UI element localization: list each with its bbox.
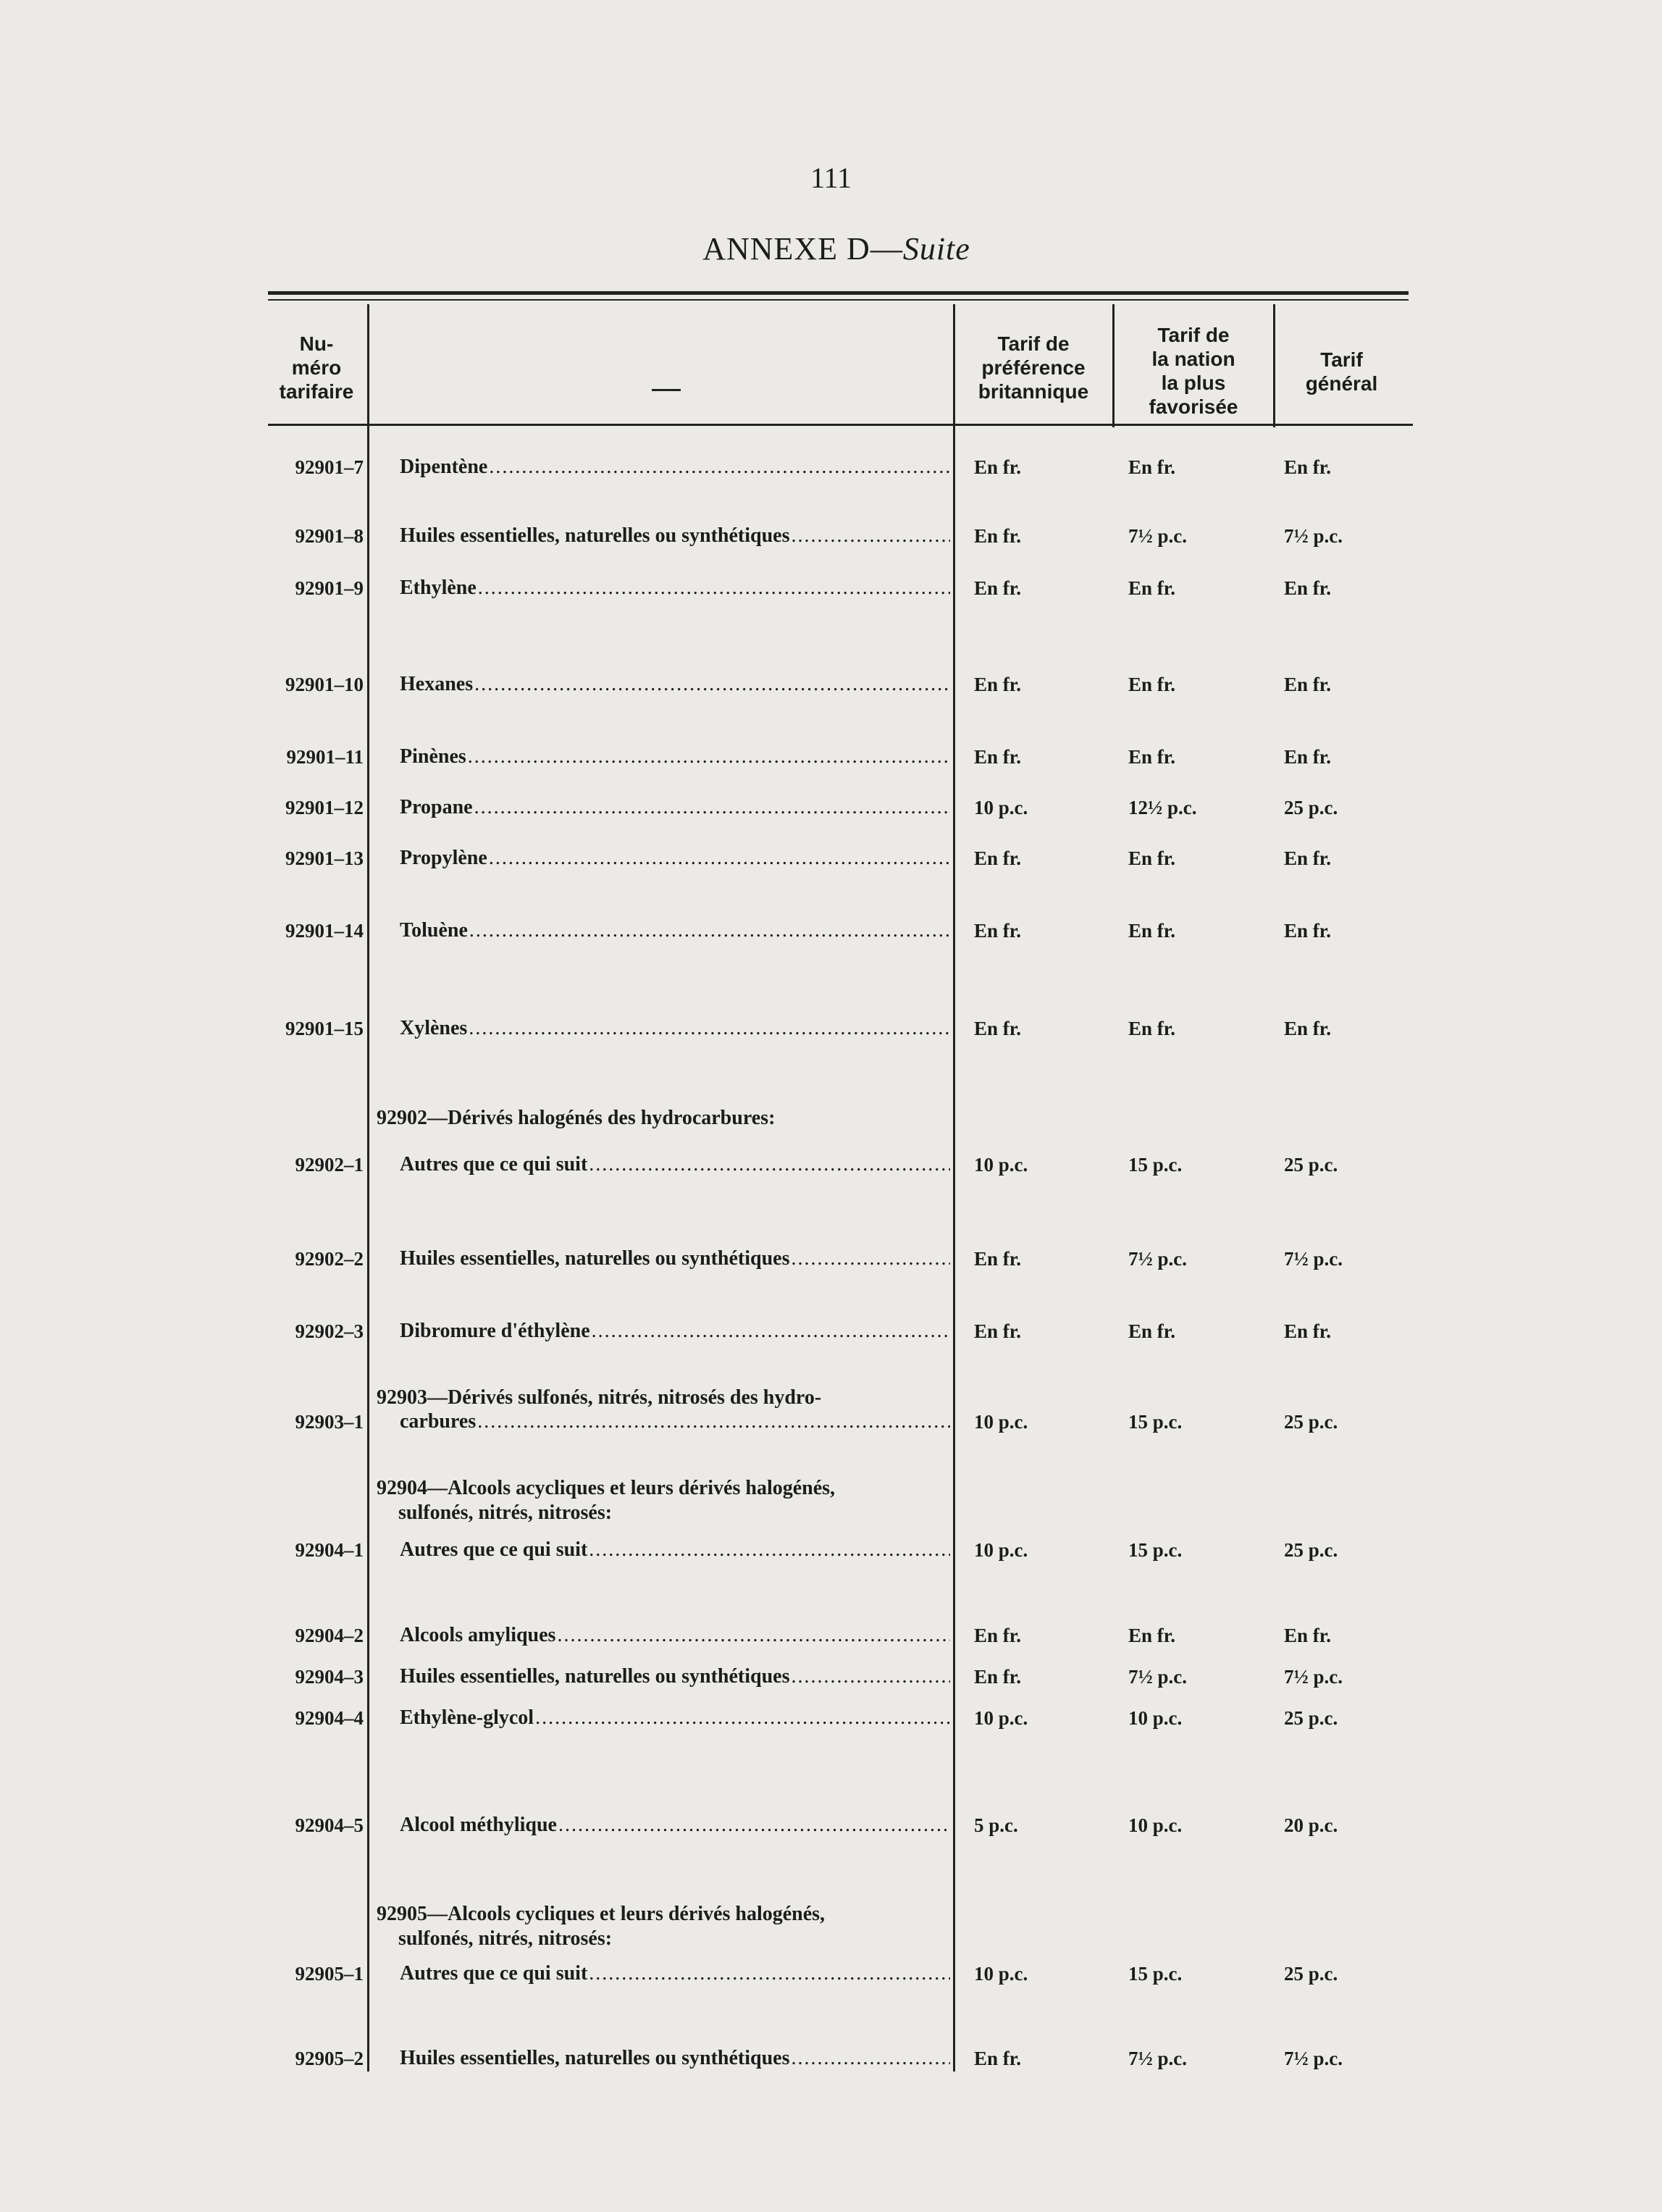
item-description <box>400 1317 950 1346</box>
column-divider <box>953 304 955 2071</box>
most-favoured-nation-rate: 15 p.c. <box>1128 1539 1183 1561</box>
general-rate: En fr. <box>1284 920 1332 942</box>
table-row <box>0 1014 1662 1043</box>
british-preferential-rate: En fr. <box>974 1018 1022 1039</box>
header-most-favoured-nation: Tarif de la nation la plus favorisée <box>1149 324 1238 418</box>
table-row <box>0 1407 1662 1436</box>
most-favoured-nation-rate: 10 p.c. <box>1128 1814 1183 1836</box>
tariff-item-number: 92904–5 <box>295 1814 364 1836</box>
table-row <box>0 742 1662 771</box>
header-underline <box>1115 424 1273 426</box>
item-description-text: Huiles essentielles, naturelles ou synthétiques <box>400 2047 790 2069</box>
item-description <box>400 1959 950 1988</box>
item-description <box>400 1704 950 1733</box>
tariff-item-number: 92901–8 <box>295 525 364 547</box>
general-rate: 7½ p.c. <box>1284 1248 1343 1270</box>
general-rate: 25 p.c. <box>1284 1154 1338 1176</box>
british-preferential-rate: 10 p.c. <box>974 1411 1028 1433</box>
item-description <box>400 1150 950 1179</box>
heading-text: 92902—Dérivés halogénés des hydrocarbures: <box>377 1107 776 1129</box>
item-description-text: Huiles essentielles, naturelles ou synthétiques <box>400 524 790 547</box>
most-favoured-nation-rate: En fr. <box>1128 847 1176 869</box>
british-preferential-rate: En fr. <box>974 1666 1022 1688</box>
general-rate: 25 p.c. <box>1284 797 1338 818</box>
header-underline <box>1275 424 1413 426</box>
tariff-item-number: 92903–1 <box>295 1411 364 1433</box>
item-description <box>400 521 950 550</box>
general-rate: En fr. <box>1284 1018 1332 1039</box>
tariff-item-number: 92901–10 <box>285 674 364 695</box>
general-rate: 25 p.c. <box>1284 1411 1338 1433</box>
item-description <box>400 1621 950 1650</box>
most-favoured-nation-rate: En fr. <box>1128 674 1176 695</box>
page-number: 111 <box>810 162 852 194</box>
british-preferential-rate: En fr. <box>974 920 1022 942</box>
heading-92905 <box>377 1902 956 1951</box>
table-row <box>0 1150 1662 1179</box>
most-favoured-nation-rate: En fr. <box>1128 1320 1176 1342</box>
most-favoured-nation-rate: 15 p.c. <box>1128 1154 1183 1176</box>
table-row <box>0 1317 1662 1346</box>
table-row <box>0 1662 1662 1691</box>
item-description <box>400 1662 950 1691</box>
top-rule-thick <box>268 291 1409 295</box>
general-rate: 7½ p.c. <box>1284 525 1343 547</box>
british-preferential-rate: En fr. <box>974 2048 1022 2069</box>
item-description <box>400 453 950 482</box>
british-preferential-rate: En fr. <box>974 1248 1022 1270</box>
item-description <box>400 793 950 822</box>
most-favoured-nation-rate: 7½ p.c. <box>1128 525 1187 547</box>
item-description <box>400 574 950 603</box>
table-row <box>0 1244 1662 1273</box>
heading-text: 92904—Alcools acycliques et leurs dérivés halogénés, <box>377 1477 836 1499</box>
most-favoured-nation-rate: 7½ p.c. <box>1128 1248 1187 1270</box>
british-preferential-rate: En fr. <box>974 1625 1022 1646</box>
item-description <box>400 916 950 945</box>
item-description-text: Autres que ce qui suit <box>400 1153 588 1176</box>
tariff-item-number: 92901–12 <box>285 797 364 818</box>
item-description-text: Hexanes <box>400 673 474 695</box>
item-description <box>400 670 950 699</box>
british-preferential-rate: En fr. <box>974 674 1022 695</box>
heading-text: 92903—Dérivés sulfonés, nitrés, nitrosés des hydro- <box>377 1386 822 1409</box>
column-divider <box>1112 304 1115 427</box>
table-row <box>0 844 1662 873</box>
table-row <box>0 1959 1662 1988</box>
tariff-item-number: 92905–1 <box>295 1963 364 1985</box>
most-favoured-nation-rate: En fr. <box>1128 456 1176 478</box>
tariff-item-number: 92901–13 <box>285 847 364 869</box>
most-favoured-nation-rate: 15 p.c. <box>1128 1411 1183 1433</box>
table-row <box>0 521 1662 550</box>
general-rate: En fr. <box>1284 1320 1332 1342</box>
most-favoured-nation-rate: 7½ p.c. <box>1128 2048 1187 2069</box>
tariff-item-number: 92904–4 <box>295 1707 364 1729</box>
item-description <box>400 1014 950 1043</box>
british-preferential-rate: En fr. <box>974 456 1022 478</box>
table-row <box>0 1811 1662 1840</box>
item-description-text: Alcool méthylique <box>400 1814 557 1836</box>
header-description-dash <box>652 389 681 391</box>
tariff-item-number: 92901–11 <box>286 746 364 768</box>
item-description <box>400 1811 950 1840</box>
heading-92902 <box>377 1106 956 1131</box>
british-preferential-rate: 10 p.c. <box>974 1539 1028 1561</box>
tariff-item-number: 92901–15 <box>285 1018 364 1039</box>
item-description-text: Ethylène <box>400 577 477 599</box>
table-row <box>0 1621 1662 1650</box>
heading-text-cont: sulfonés, nitrés, nitrosés: <box>398 1501 613 1524</box>
item-description <box>400 2044 950 2073</box>
most-favoured-nation-rate: 10 p.c. <box>1128 1707 1183 1729</box>
tariff-item-number: 92904–2 <box>295 1625 364 1646</box>
most-favoured-nation-rate: 15 p.c. <box>1128 1963 1183 1985</box>
header-underline <box>268 424 367 426</box>
header-tariff-item: Nu- méro tarifaire <box>279 332 354 403</box>
item-description <box>400 844 950 873</box>
british-preferential-rate: 10 p.c. <box>974 1963 1028 1985</box>
general-rate: 25 p.c. <box>1284 1963 1338 1985</box>
item-description <box>400 1536 950 1564</box>
header-general: Tarif général <box>1305 348 1378 395</box>
item-description-text: Autres que ce qui suit <box>400 1538 588 1561</box>
item-description-text: Toluène <box>400 919 468 942</box>
item-description-text: Alcools amyliques <box>400 1624 556 1646</box>
most-favoured-nation-rate: En fr. <box>1128 920 1176 942</box>
tariff-item-number: 92905–2 <box>295 2048 364 2069</box>
item-description-text: Dibromure d'éthylène <box>400 1320 590 1342</box>
heading-text-cont: sulfonés, nitrés, nitrosés: <box>398 1927 613 1950</box>
item-description-text: Pinènes <box>400 745 466 768</box>
general-rate: En fr. <box>1284 577 1332 599</box>
header-underline <box>369 424 953 426</box>
british-preferential-rate: En fr. <box>974 746 1022 768</box>
general-rate: En fr. <box>1284 1625 1332 1646</box>
item-description-text: Propylène <box>400 847 487 869</box>
general-rate: 7½ p.c. <box>1284 2048 1343 2069</box>
heading-92904 <box>377 1476 956 1525</box>
tariff-item-number: 92902–3 <box>295 1320 364 1342</box>
item-description-text: Xylènes <box>400 1017 468 1039</box>
tariff-item-number: 92902–2 <box>295 1248 364 1270</box>
table-row <box>0 793 1662 822</box>
british-preferential-rate: 10 p.c. <box>974 797 1028 818</box>
item-description-text: carbures <box>400 1410 477 1433</box>
heading-text: 92905—Alcools cycliques et leurs dérivés halogénés, <box>377 1903 826 1925</box>
general-rate: En fr. <box>1284 456 1332 478</box>
column-divider <box>367 304 369 2071</box>
general-rate: 20 p.c. <box>1284 1814 1338 1836</box>
general-rate: 7½ p.c. <box>1284 1666 1343 1688</box>
british-preferential-rate: En fr. <box>974 525 1022 547</box>
general-rate: 25 p.c. <box>1284 1707 1338 1729</box>
item-description <box>400 1407 950 1436</box>
general-rate: En fr. <box>1284 746 1332 768</box>
british-preferential-rate: En fr. <box>974 847 1022 869</box>
table-row <box>0 1704 1662 1733</box>
item-description-text: Ethylène-glycol <box>400 1706 534 1729</box>
general-rate: 25 p.c. <box>1284 1539 1338 1561</box>
page-title-suite: Suite <box>902 231 970 267</box>
table-row <box>0 670 1662 699</box>
most-favoured-nation-rate: En fr. <box>1128 577 1176 599</box>
top-rule-thin <box>268 299 1409 301</box>
item-description-text: Dipentène <box>400 456 488 478</box>
table-row <box>0 1536 1662 1564</box>
header-british-preferential: Tarif de préférence britannique <box>978 332 1089 403</box>
most-favoured-nation-rate: 7½ p.c. <box>1128 1666 1187 1688</box>
british-preferential-rate: 5 p.c. <box>974 1814 1018 1836</box>
item-description <box>400 1244 950 1273</box>
item-description-text: Propane <box>400 796 473 818</box>
table-row <box>0 574 1662 603</box>
british-preferential-rate: 10 p.c. <box>974 1154 1028 1176</box>
table-row <box>0 453 1662 482</box>
general-rate: En fr. <box>1284 674 1332 695</box>
general-rate: En fr. <box>1284 847 1332 869</box>
most-favoured-nation-rate: En fr. <box>1128 1625 1176 1646</box>
british-preferential-rate: En fr. <box>974 1320 1022 1342</box>
tariff-item-number: 92902–1 <box>295 1154 364 1176</box>
tariff-item-number: 92901–14 <box>285 920 364 942</box>
item-description-text: Autres que ce qui suit <box>400 1962 588 1985</box>
heading-92903 <box>377 1386 956 1410</box>
most-favoured-nation-rate: 12½ p.c. <box>1128 797 1197 818</box>
table-row <box>0 916 1662 945</box>
item-description-text: Huiles essentielles, naturelles ou synthétiques <box>400 1247 790 1270</box>
header-underline <box>955 424 1112 426</box>
tariff-item-number: 92901–7 <box>295 456 364 478</box>
most-favoured-nation-rate: En fr. <box>1128 746 1176 768</box>
tariff-item-number: 92904–1 <box>295 1539 364 1561</box>
item-description-text: Huiles essentielles, naturelles ou synthétiques <box>400 1665 790 1688</box>
tariff-item-number: 92904–3 <box>295 1666 364 1688</box>
tariff-item-number: 92901–9 <box>295 577 364 599</box>
page-title <box>0 230 1662 267</box>
item-description <box>400 742 950 771</box>
british-preferential-rate: En fr. <box>974 577 1022 599</box>
british-preferential-rate: 10 p.c. <box>974 1707 1028 1729</box>
table-row <box>0 2044 1662 2073</box>
page-title-main: ANNEXE D— <box>702 231 903 267</box>
most-favoured-nation-rate: En fr. <box>1128 1018 1176 1039</box>
